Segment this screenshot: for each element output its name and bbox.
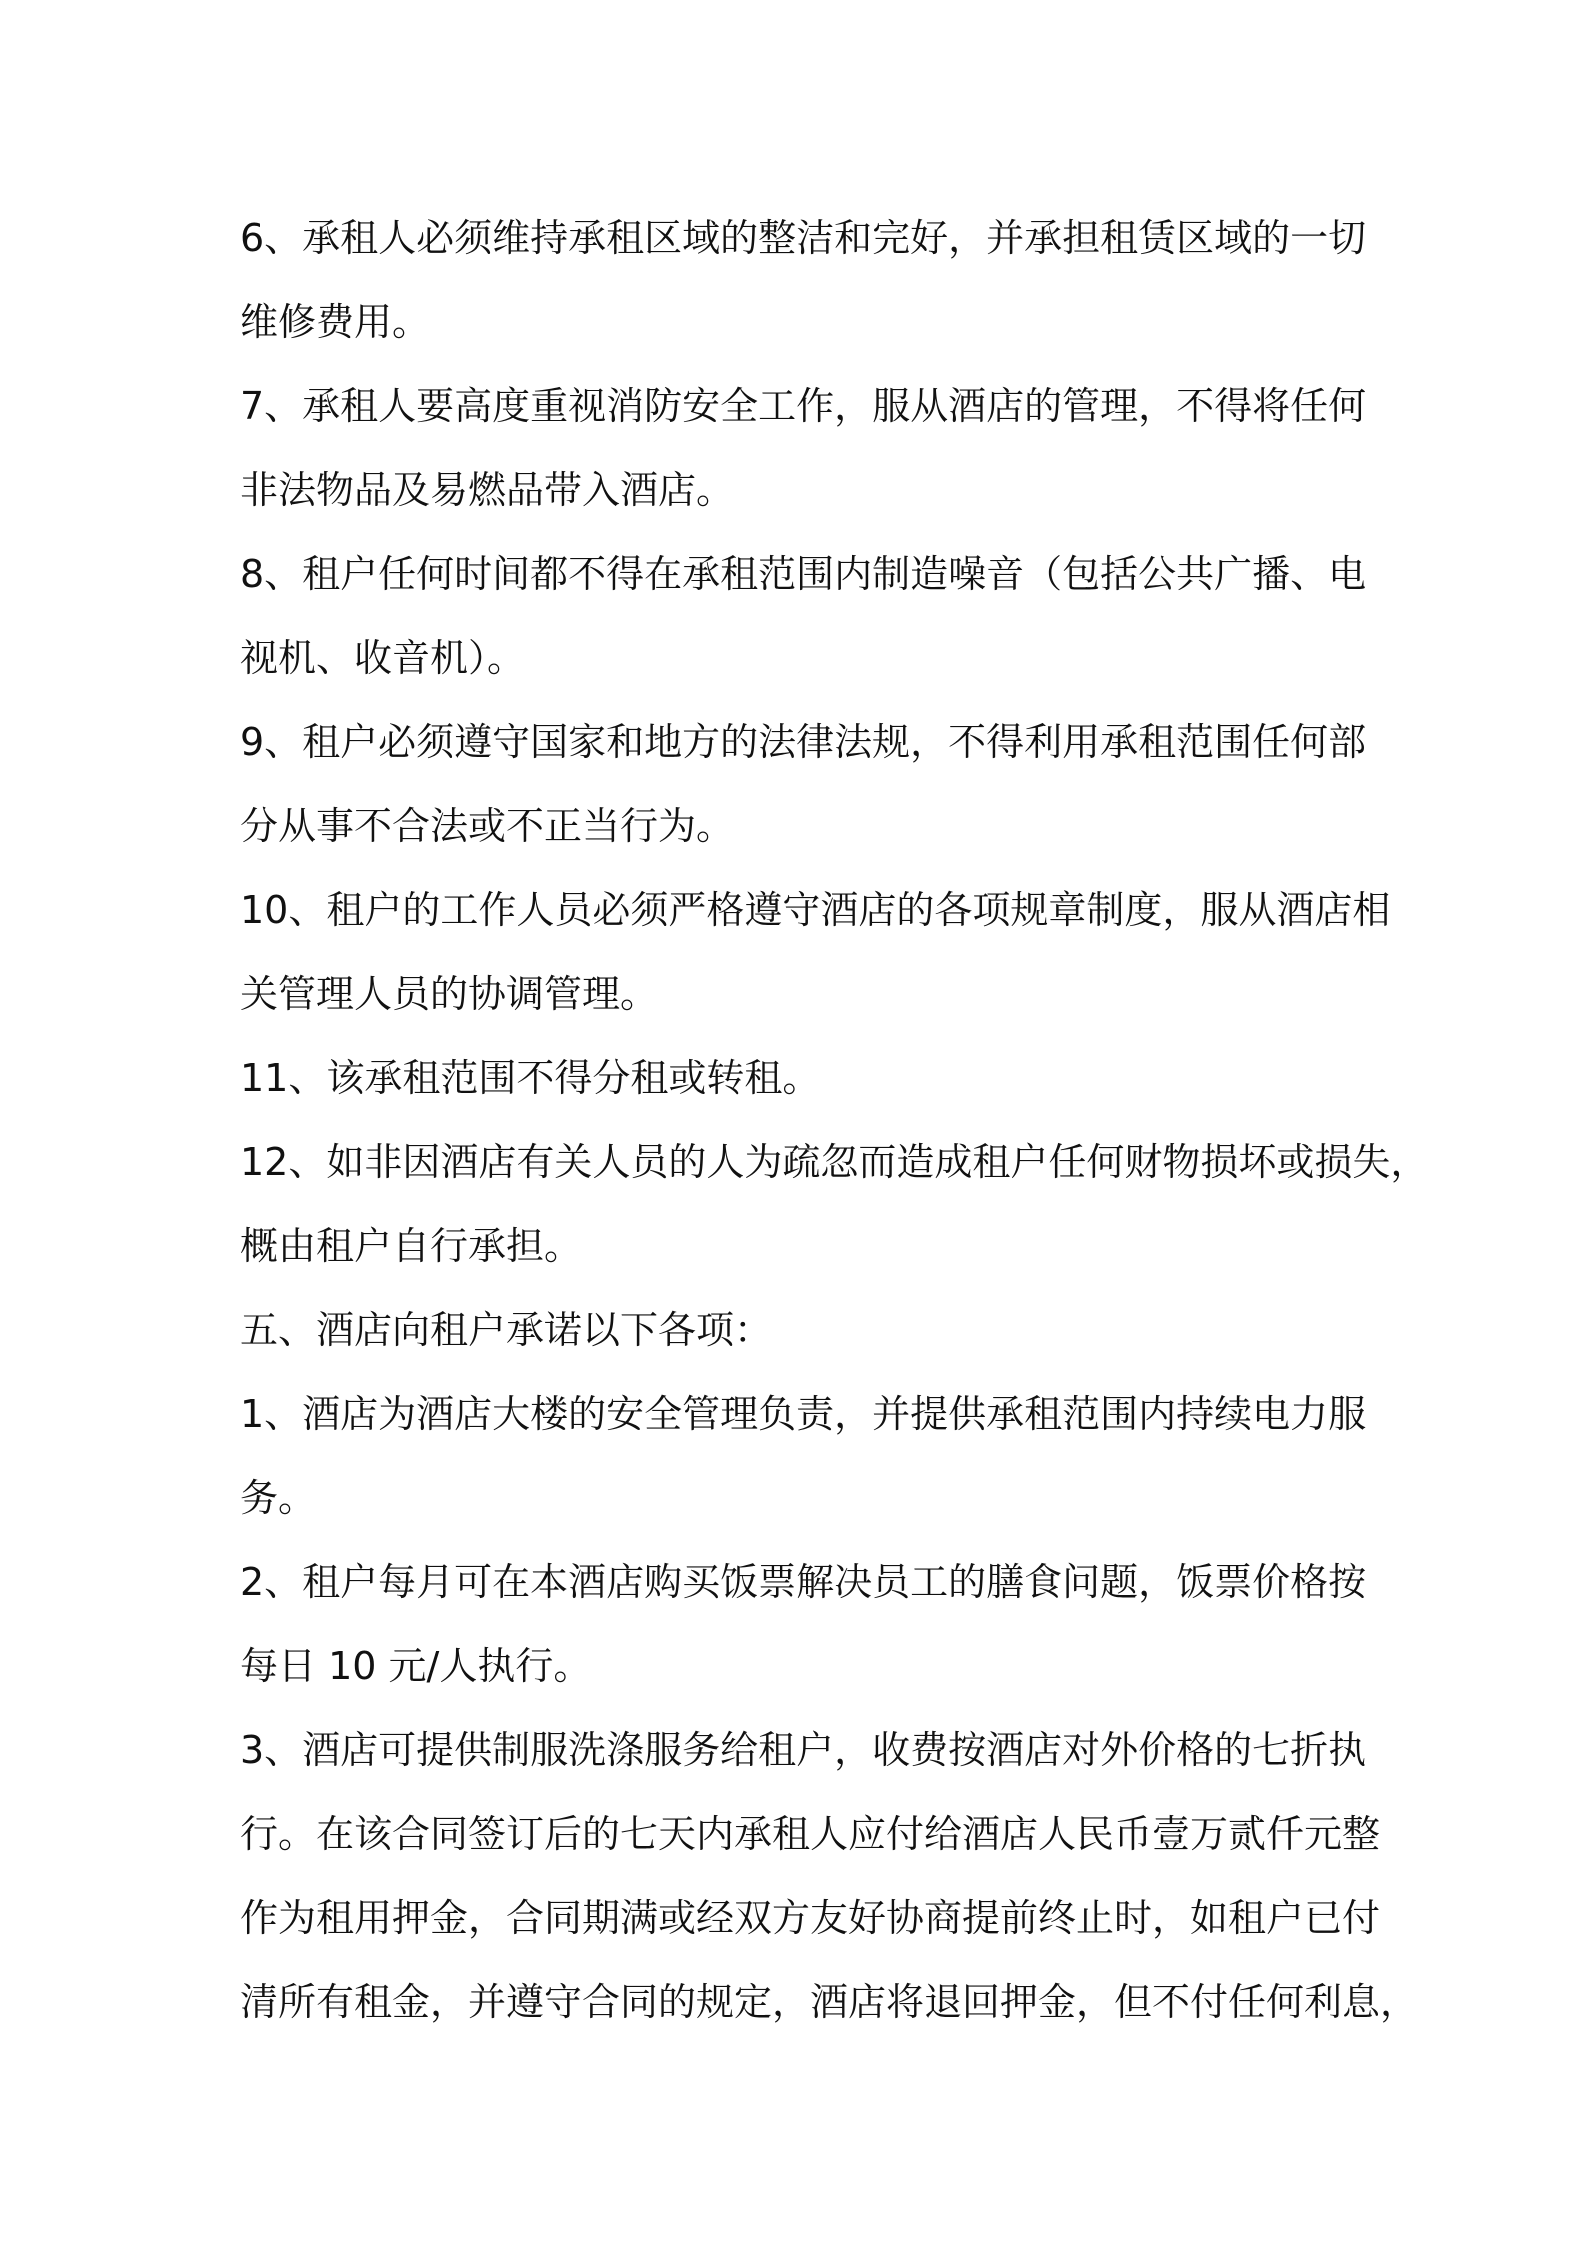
section-heading: 五、酒店向租户承诺以下各项： <box>240 1308 773 1352</box>
text-line: 非法物品及易燃品带入酒店。 <box>240 468 735 512</box>
text-line: 12、如非因酒店有关人员的人为疏忽而造成租户任何财物损坏或损失， <box>240 1140 1429 1184</box>
text-line: 概由租户自行承担。 <box>240 1224 583 1268</box>
text-line: 3、酒店可提供制服洗涤服务给租户，收费按酒店对外价格的七折执 <box>240 1728 1367 1772</box>
text-line: 6、承租人必须维持承租区域的整洁和完好，并承担租赁区域的一切 <box>240 216 1367 260</box>
text-line: 分从事不合法或不正当行为。 <box>240 804 735 848</box>
text-line: 8、租户任何时间都不得在承租范围内制造噪音（包括公共广播、电 <box>240 552 1367 596</box>
text-line: 清所有租金，并遵守合同的规定，酒店将退回押金，但不付任何利息， <box>240 1980 1419 2024</box>
text-line: 视机、收音机）。 <box>240 636 526 680</box>
text-line: 7、承租人要高度重视消防安全工作，服从酒店的管理，不得将任何 <box>240 384 1367 428</box>
text-line: 维修费用。 <box>240 300 431 344</box>
text-line: 作为租用押金，合同期满或经双方友好协商提前终止时，如租户已付 <box>240 1896 1381 1940</box>
text-line: 务。 <box>240 1476 317 1520</box>
text-line: 1、酒店为酒店大楼的安全管理负责，并提供承租范围内持续电力服 <box>240 1392 1367 1436</box>
document-body <box>240 196 1429 2044</box>
text-line: 关管理人员的协调管理。 <box>240 972 659 1016</box>
text-line: 每日 10 元/人执行。 <box>240 1644 592 1688</box>
text-line: 10、租户的工作人员必须严格遵守酒店的各项规章制度，服从酒店相 <box>240 888 1391 932</box>
text-line: 11、该承租范围不得分租或转租。 <box>240 1056 821 1100</box>
text-line: 2、租户每月可在本酒店购买饭票解决员工的膳食问题，饭票价格按 <box>240 1560 1367 1604</box>
text-line: 9、租户必须遵守国家和地方的法律法规，不得利用承租范围任何部 <box>240 720 1367 764</box>
text-line: 行。在该合同签订后的七天内承租人应付给酒店人民币壹万贰仟元整 <box>240 1812 1381 1856</box>
